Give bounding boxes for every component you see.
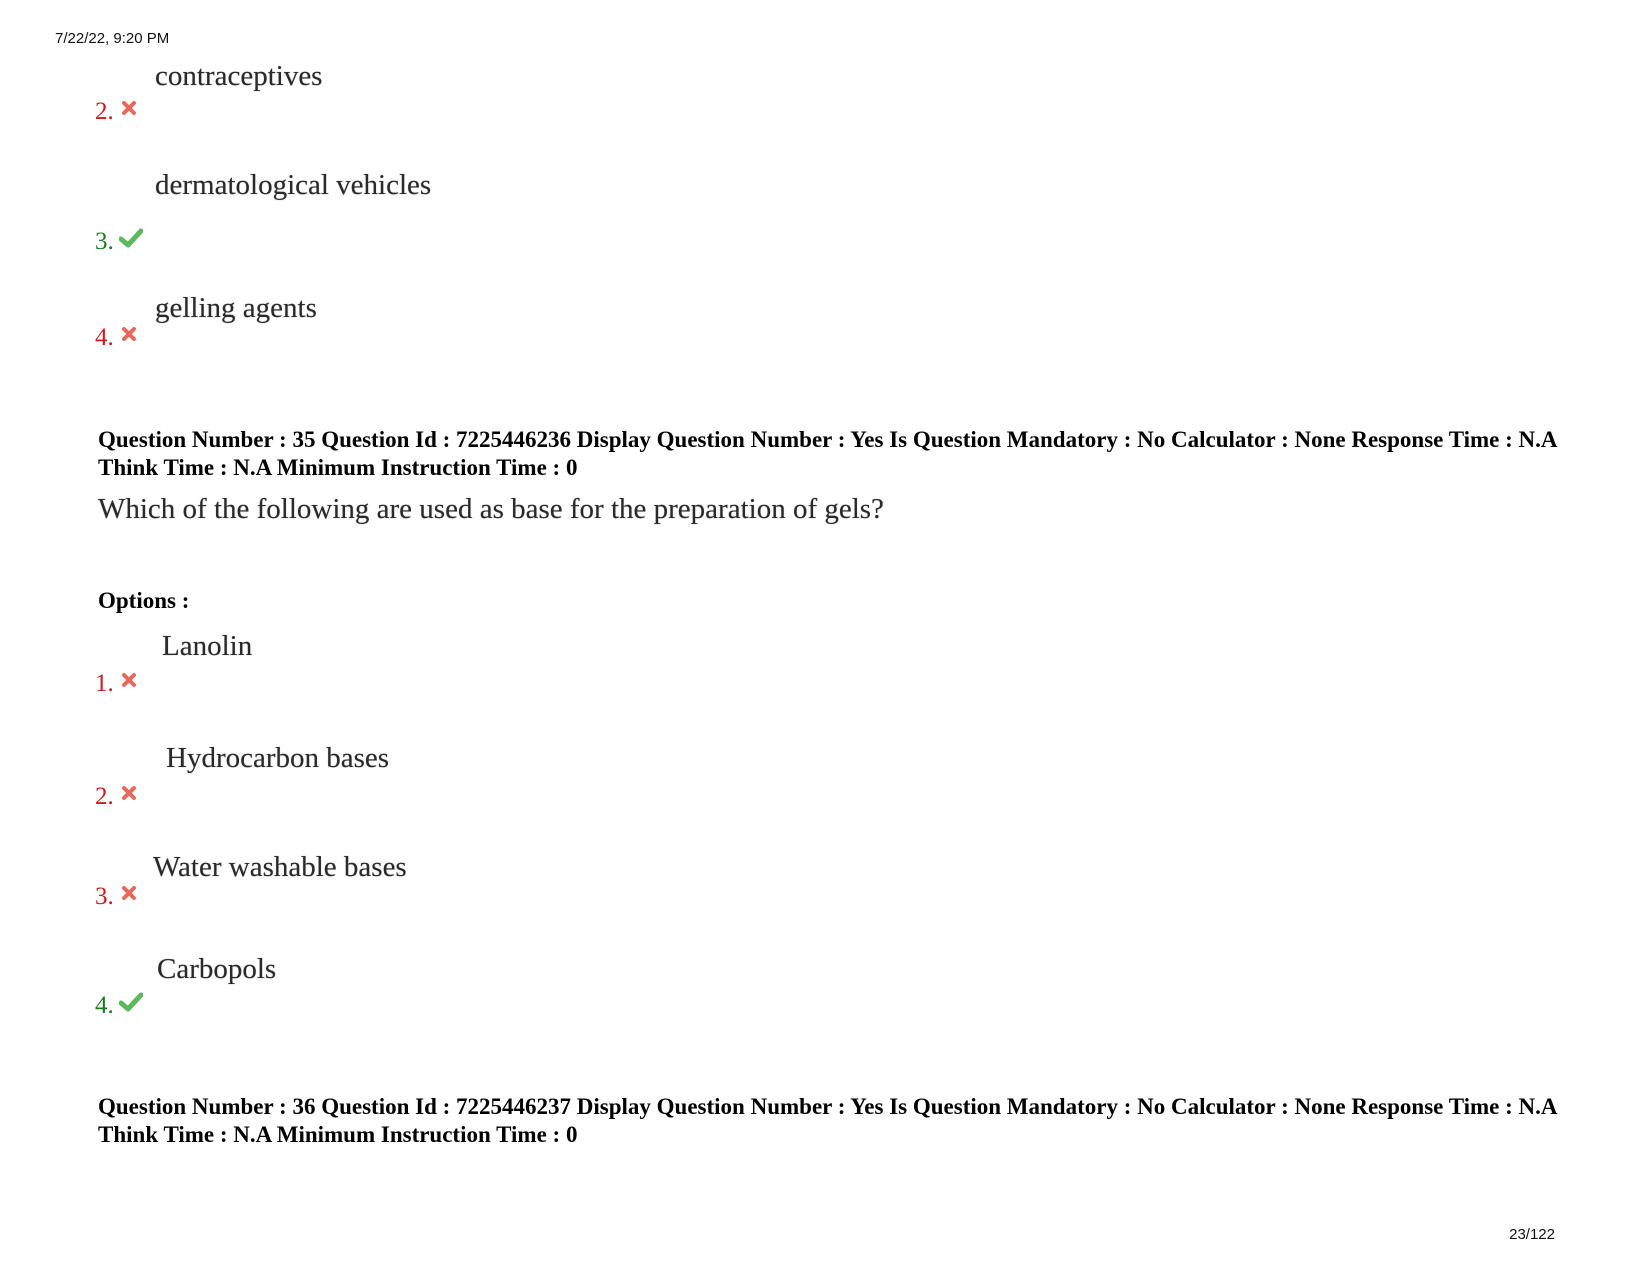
cross-icon [121, 885, 137, 901]
option-image-text: Water washable bases [153, 851, 407, 883]
option-number: 1. [95, 670, 114, 697]
option-image-text: Lanolin [162, 630, 253, 662]
option-number: 3. [95, 228, 114, 255]
check-icon [119, 228, 143, 248]
option-number: 4. [95, 324, 114, 351]
option-number: 3. [95, 883, 114, 910]
page-number: 23/122 [1509, 1226, 1555, 1243]
cross-icon [121, 326, 137, 342]
option-number: 2. [95, 783, 114, 810]
cross-icon [121, 100, 137, 116]
option-image-text: dermatological vehicles [155, 169, 432, 201]
cross-icon [121, 785, 137, 801]
question-text: Which of the following are used as base for the preparation of gels? [98, 493, 884, 525]
options-label: Options : [98, 588, 190, 613]
option-number: 4. [95, 992, 114, 1019]
option-image-text: gelling agents [155, 292, 317, 324]
option-image-text: contraceptives [155, 60, 323, 92]
cross-icon [121, 672, 137, 688]
option-number: 2. [95, 98, 114, 125]
print-timestamp: 7/22/22, 9:20 PM [55, 30, 170, 47]
question-metadata: Question Number : 35 Question Id : 7225446236 Display Question Number : Yes Is Question Mandatory : No Calculator : None Response Time : N.A Think Time : N.A Minimum Instruction Time : 0 [98, 427, 1557, 480]
check-icon [119, 992, 143, 1012]
question-metadata: Question Number : 36 Question Id : 7225446237 Display Question Number : Yes Is Question Mandatory : No Calculator : None Response Time : N.A Think Time : N.A Minimum Instruction Time : 0 [98, 1094, 1557, 1147]
option-image-text: Carbopols [157, 953, 277, 985]
option-image-text: Hydrocarbon bases [166, 742, 390, 774]
